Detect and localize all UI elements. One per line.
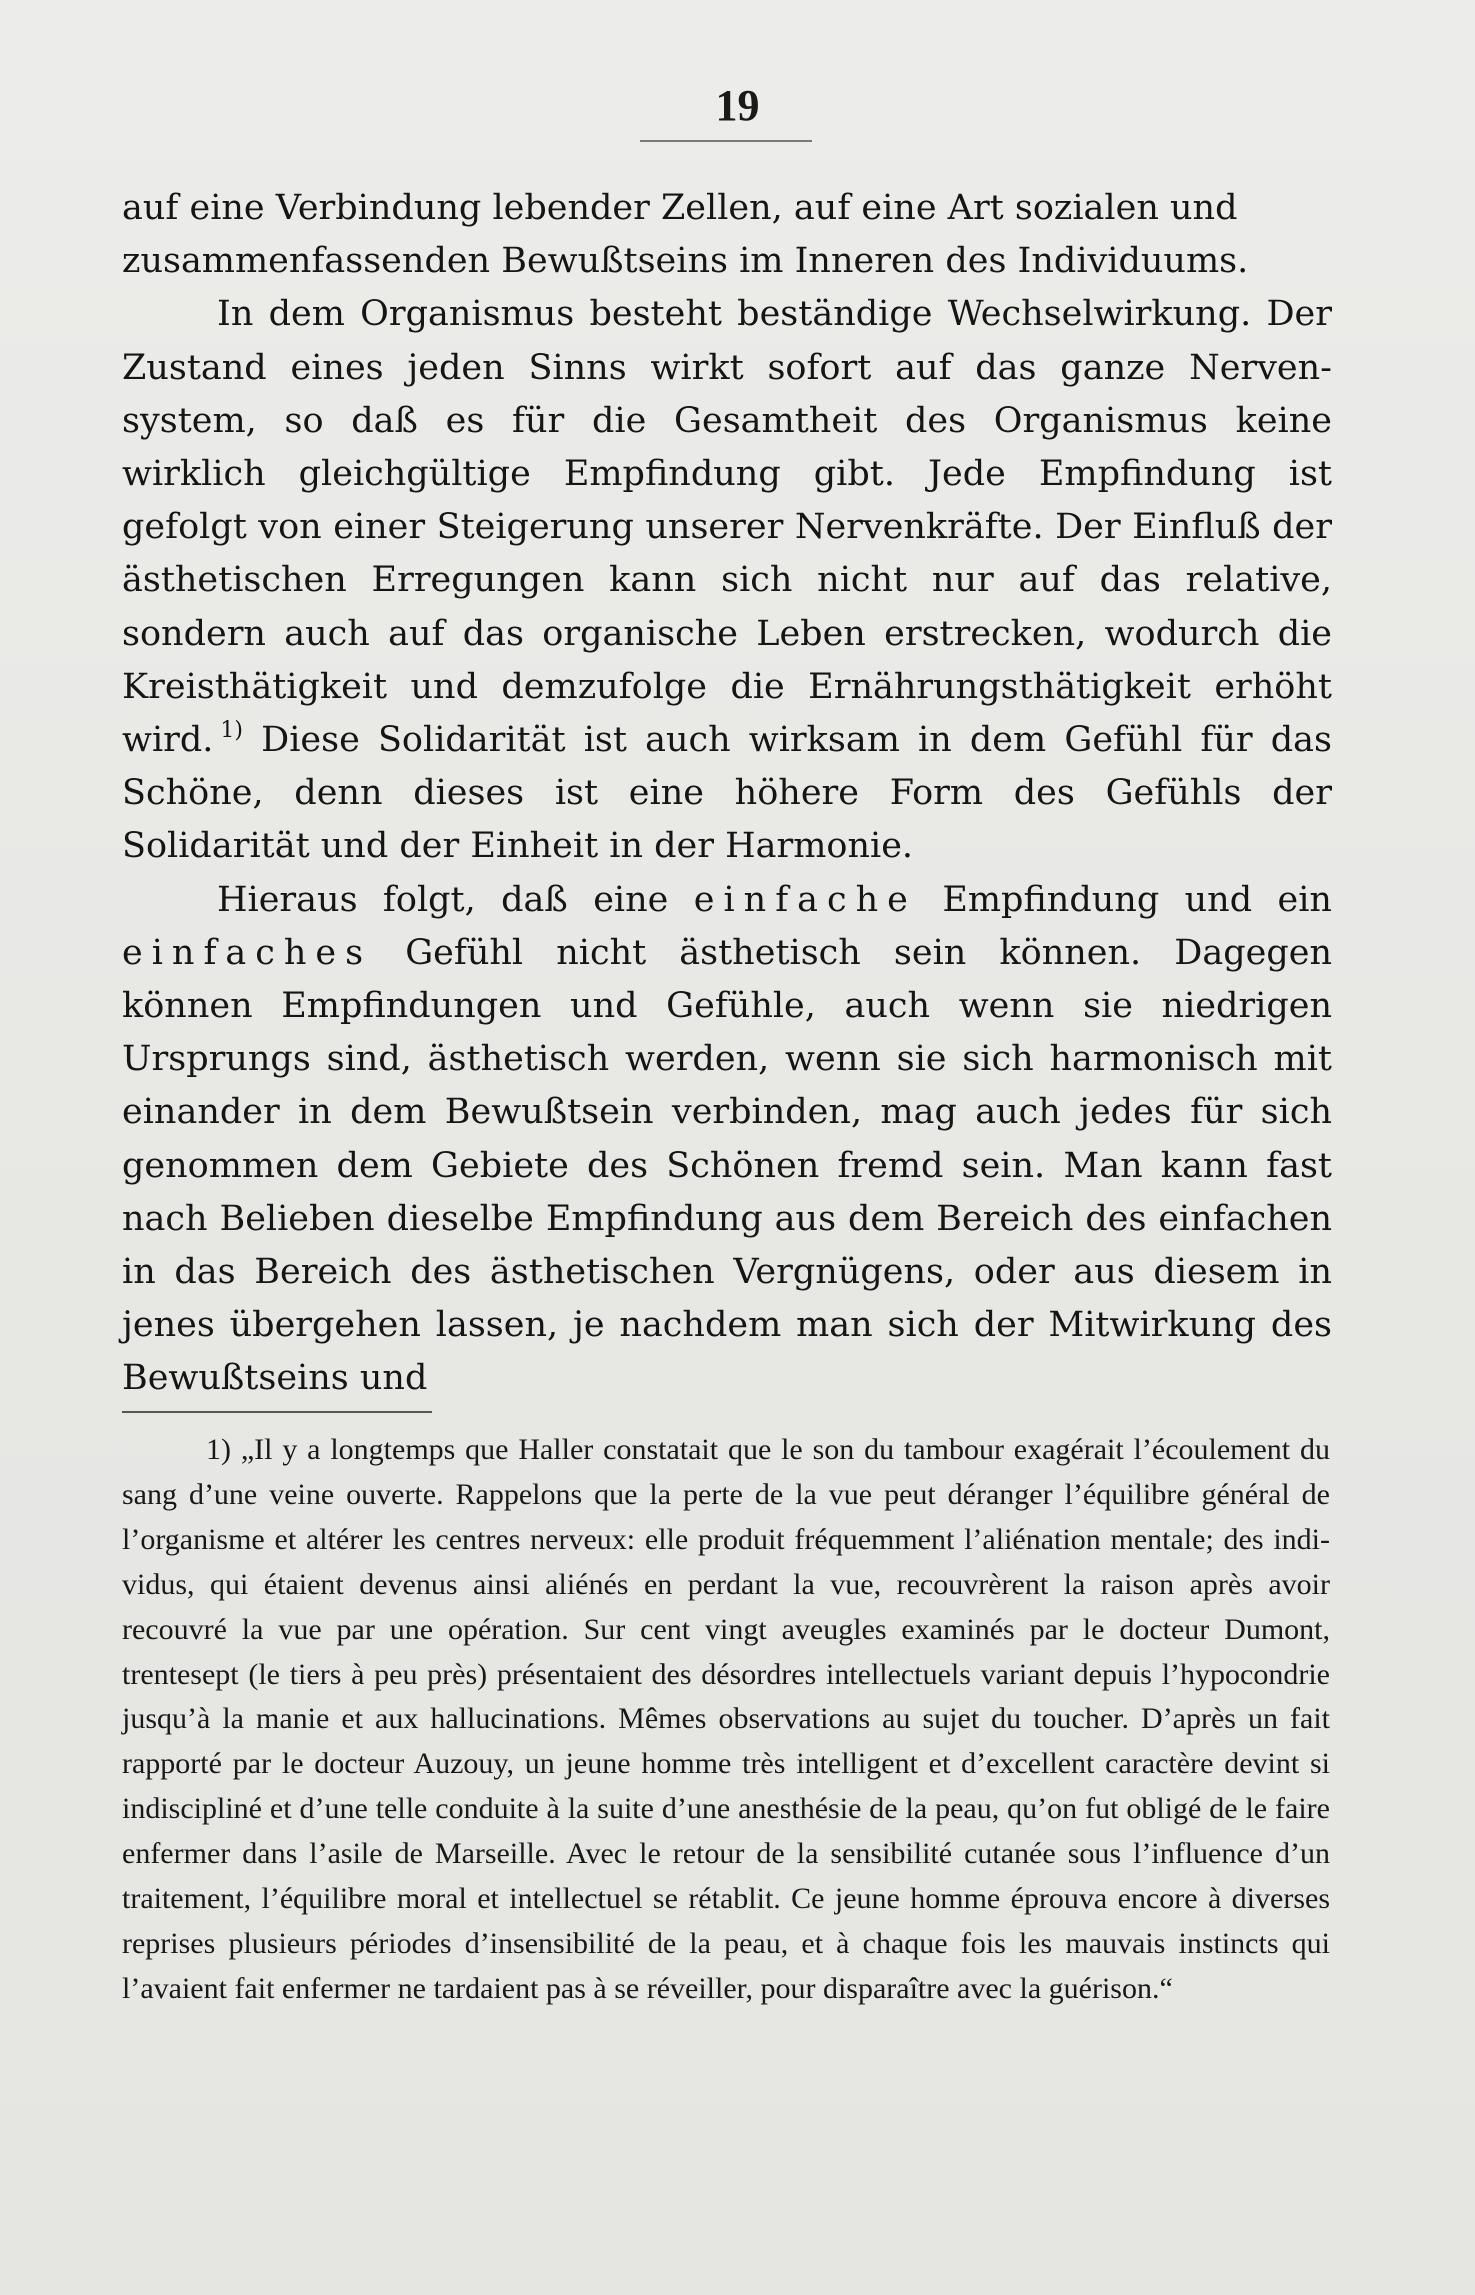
footnote xyxy=(122,1428,1330,2012)
footnote-rule xyxy=(122,1411,432,1413)
paragraph-3 xyxy=(122,874,1332,1406)
paragraph-3-start: Hieraus folgt, daß eine xyxy=(217,879,669,920)
emphasis-einfache: einfache xyxy=(693,879,917,920)
paragraph-2 xyxy=(122,288,1332,873)
emphasis-einfaches: einfaches xyxy=(122,932,373,973)
main-text xyxy=(122,182,1332,1406)
paragraph-2-text: In dem Organismus besteht beständige Wechselwirkung. Der Zustand eines jeden Sinns wirkt sofort auf das ganze Nervensystem, so daß es für die Gesamtheit des Organismus keine wirklich gleichgültige Empfindung gibt. Jede Empfindung ist gefolgt von einer Steigerung unserer Nervenkräfte. Der Einfluß der ästhetischen Erregungen kann sich nicht nur auf das relative, sondern auch auf das organische Leben erstrecken, wodurch die Kreisthätigkeit und demzufolge die Ernährungsthätigkeit erhöht wird. xyxy=(122,294,1332,761)
paragraph-2-continuation: Diese Solidarität ist auch wirksam in dem Gefühl für das Schöne, denn dieses ist eine höhere Form des Gefühls der Solidarität und der Einheit in der Harmonie. xyxy=(122,720,1332,867)
paragraph-1 xyxy=(122,182,1332,288)
footnote-reference[interactable]: 1) xyxy=(220,718,244,744)
paragraph-3-rest: Gefühl nicht ästhetisch sein können. Dagegen können Empfindungen und Gefühle, auch wenn sie niedrigen Ursprungs sind, ästhetisch werden, wenn sie sich harmonisch mit einander in dem Bewußtsein verbinden, mag auch jedes für sich genommen dem Gebiete des Schönen fremd sein. Man kann fast nach Belieben dieselbe Empfindung aus dem Bereich des einfachen in das Bereich des ästhetischen Vergnügens, oder aus diesem in jenes übergehen lassen, je nachdem man sich der Mitwirkung des Bewußtseins und xyxy=(122,932,1332,1399)
paragraph-1-line-1: auf eine Verbindung lebender Zellen, auf eine Art sozialen und xyxy=(122,188,1238,228)
paragraph-3-middle: Empfindung und ein xyxy=(942,879,1332,920)
footnote-text: 1) „Il y a longtemps que Haller constatait que le son du tambour exagérait l’écoulement du sang d’une veine ouverte. Rappelons que la perte de la vue peut déranger l’équilibre général de l’organisme et altérer les centres nerveux: elle produit fréquemment l’aliénation mentale; des individus, qui étaient devenus ainsi aliénés en perdant la vue, recouvrèrent la raison après avoir recouvré la vue par une opération. Sur cent vingt aveugles examinés par le docteur Dumont, trentesept (le tiers à peu près) présentaient des désordres intellectuels variant depuis l’hypocondrie jusqu’à la manie et aux hallucinations. Mêmes observations au sujet du toucher. D’après un fait rapporté par le docteur Auzouy, un jeune homme très intelligent et d’excellent caractère devint si indiscipliné et d’une telle conduite à la suite d’une anesthésie de la peau, qu’on fut obligé de le faire enfermer dans l’asile de Marseille. Avec le retour de la sensibilité cutanée sous l’influence d’un traitement, l’équilibre moral et intellectuel se rétablit. Ce jeune homme éprouva encore à diverses reprises plusieurs périodes d’insensibilité de la peau, et à chaque fois les mauvais instincts qui l’avaient fait enfermer ne tardaient pas à se réveiller, pour disparaître avec la guérison.“ xyxy=(122,1433,1330,2005)
header-rule xyxy=(640,140,812,142)
paragraph-1-line-2: zusammenfassenden Bewußtseins im Inneren des Individuums. xyxy=(122,241,1249,282)
page-number: 19 xyxy=(715,81,760,130)
